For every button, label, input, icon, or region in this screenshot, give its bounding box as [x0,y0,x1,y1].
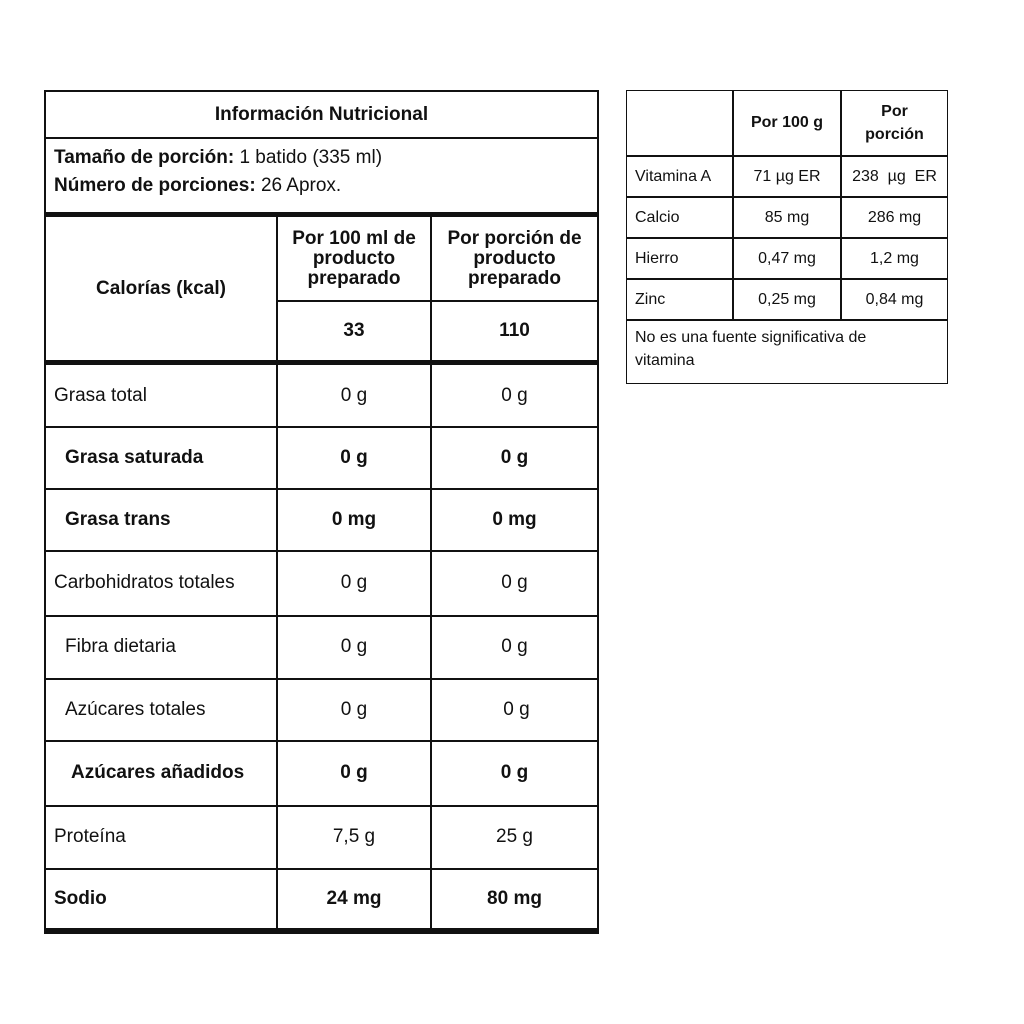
row-label-carbs: Carbohidratos totales [54,572,235,593]
row-label-sodium: Sodio [54,887,107,909]
row-portion-trans-fat: 0 mg [492,508,537,530]
vit-footnote: No es una fuente significativa de vitamina [635,329,867,369]
calories-label: Calorías (kcal) [96,277,226,299]
col-header-per100: Por 100 ml de producto preparado [292,227,416,289]
vit-per100-a: 71 µg ER [753,167,821,185]
table-title: Información Nutricional [214,103,429,125]
vit-col-header-portion: Por porción [865,103,924,143]
vit-label-calcium: Calcio [635,208,680,226]
vit-label-zinc: Zinc [635,290,666,308]
row-label-total-sugars: Azúcares totales [65,698,206,720]
row-portion-fiber: 0 g [501,636,528,657]
servings-count [46,172,597,200]
serving-size-value: 1 batido (335 ml) [239,147,383,168]
vit-col-header-per100: Por 100 g [750,114,824,131]
row-label-total-fat: Grasa total [54,384,147,406]
vit-portion-zinc: 0,84 mg [865,290,924,308]
row-portion-saturated-fat: 0 g [500,446,529,468]
row-label-added-sugars: Azúcares añadidos [71,762,245,783]
serving-size [46,144,597,172]
vitamins-table [626,90,948,384]
calories-per100: 33 [343,320,365,341]
row-per100-sodium: 24 mg [326,887,382,909]
servings-value: 26 Aprox. [260,175,342,196]
calories-portion: 110 [499,320,530,341]
vit-label-a: Vitamina A [635,167,712,185]
row-per100-saturated-fat: 0 g [340,446,368,468]
row-portion-total-sugars: 0 g [503,698,530,720]
vit-portion-calcium: 286 mg [867,208,922,226]
row-per100-total-fat: 0 g [340,384,368,406]
divider [627,319,947,321]
row-per100-added-sugars: 0 g [340,762,368,783]
row-per100-total-sugars: 0 g [340,698,368,720]
row-portion-carbs: 0 g [501,572,528,593]
row-portion-total-fat: 0 g [501,384,528,406]
servings-label: Número de porciones: [54,175,256,196]
vit-portion-a: 238 µg ER [852,167,937,185]
row-label-trans-fat: Grasa trans [65,508,171,530]
col-header-portion: Por porción de producto preparado [447,227,582,289]
vit-label-iron: Hierro [635,249,679,267]
row-per100-fiber: 0 g [340,636,368,657]
vit-per100-calcium: 85 mg [764,208,810,226]
row-label-saturated-fat: Grasa saturada [65,446,204,468]
row-portion-sodium: 80 mg [487,887,542,909]
row-label-fiber: Fibra dietaria [65,636,176,657]
row-label-protein: Proteína [54,826,126,847]
divider-thick [46,928,597,932]
vit-portion-iron: 1,2 mg [870,249,919,267]
row-per100-carbs: 0 g [340,572,368,593]
divider [46,137,597,139]
row-portion-added-sugars: 0 g [500,762,529,783]
vit-per100-zinc: 0,25 mg [758,290,816,308]
row-per100-trans-fat: 0 mg [331,508,377,530]
serving-size-label: Tamaño de porción: [54,147,235,168]
row-per100-protein: 7,5 g [332,826,376,847]
row-portion-protein: 25 g [496,826,533,847]
vit-per100-iron: 0,47 mg [758,249,816,267]
nutrition-table [44,90,599,934]
